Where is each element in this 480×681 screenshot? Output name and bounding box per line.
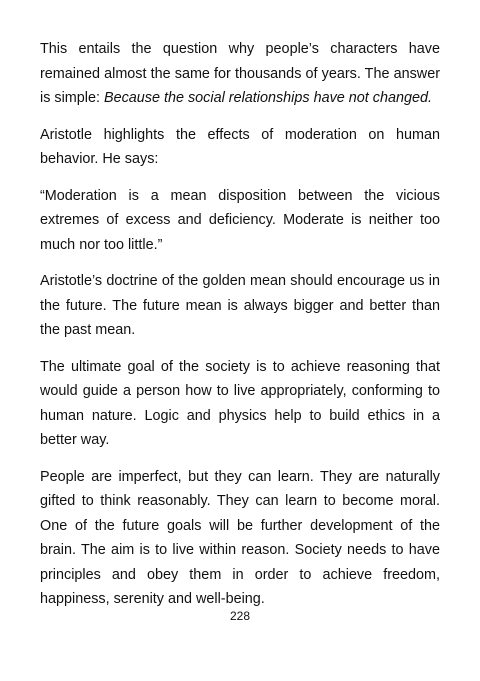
paragraph-characters: [40, 37, 440, 111]
paragraph-golden-mean: Aristotle’s doctrine of the golden mean should encourage us in the future. The future mean is always bigger and better than the past mean.: [40, 273, 440, 338]
paragraph-people-imperfect: People are imperfect, but they can learn. They are naturally gifted to think reasonably. They can learn to become moral. One of the future goals will be further development of the brain. The aim is to live within reason. Society needs to have principles and obey them in order to achieve freedom, happiness, serenity and well-being.: [40, 468, 440, 607]
paragraph-text: This entails the question why people’s characters have remained almost the same for thousands of years. The answer is simple:: [40, 41, 440, 106]
paragraph-moderation-quote: “Moderation is a mean disposition between the vicious extremes of excess and deficiency. Moderate is neither too much nor too little.”: [40, 187, 440, 253]
paragraph-aristotle-moderation: Aristotle highlights the effects of moderation on human behavior. He says:: [40, 126, 440, 167]
page-body: [40, 37, 440, 624]
page-number: 228: [229, 609, 251, 623]
paragraph-ultimate-goal: The ultimate goal of the society is to achieve reasoning that would guide a person how to live appropriately, conforming to human nature. Logic and physics help to build ethics in a better way.: [40, 358, 440, 448]
italic-answer: Because the social relationships have not changed.: [103, 90, 432, 106]
